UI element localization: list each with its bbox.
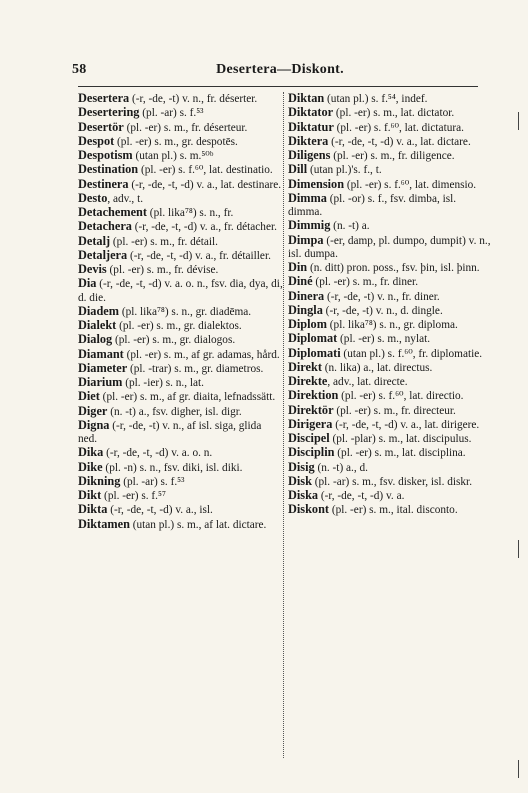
dictionary-entry (288, 446, 493, 460)
entry-headword: Din (288, 260, 308, 274)
dictionary-entry (78, 249, 283, 263)
entry-definition: (-r, -de, -t, -d) v. a. o. n. (103, 447, 213, 460)
dictionary-entry (288, 149, 493, 163)
entry-definition: (-r, -de, -t, -d) v. a. (318, 490, 405, 502)
dictionary-entry (78, 192, 283, 206)
entry-headword: Direktion (288, 388, 339, 403)
entry-definition: (n. -t) a., d. (314, 461, 368, 474)
dictionary-entry (288, 432, 493, 446)
entry-definition: (-r, -de, -t, -d) v. a., fr. détailler. (127, 249, 271, 262)
entry-definition: (n. -t) a., fsv. digher, isl. digr. (107, 405, 242, 418)
entry-headword: Diger (78, 403, 108, 418)
dictionary-entry (288, 475, 493, 489)
entry-headword: Dialekt (78, 318, 117, 332)
dictionary-entry (288, 503, 493, 517)
dictionary-entry (78, 305, 283, 319)
entry-definition: (utan pl.) s. f.⁶⁰, fr. diplomatie. (340, 347, 483, 360)
entry-headword: Direktör (288, 402, 334, 417)
dictionary-entry (288, 163, 493, 177)
entry-definition: (pl. -er) s. m., af gr. adamas, hård. (123, 348, 280, 361)
entry-definition: (pl. -er) s. f.⁶⁰, lat. destinatio. (138, 164, 273, 177)
dictionary-entry (78, 178, 283, 192)
entry-definition: (pl. -er) s. f.⁶⁰, lat. directio. (338, 390, 464, 403)
entry-headword: Dirigera (288, 416, 333, 431)
entry-definition: (-r, -de, -t, -d) v. a. o. n., fsv. dia, dya, di, d. die. (78, 278, 283, 304)
entry-definition: (-r, -de, -t, -d) v. a., isl. (107, 504, 213, 517)
dictionary-entry (288, 261, 493, 275)
entry-definition: (utan pl.) s. f.⁵⁴, indef. (324, 93, 428, 105)
entry-headword: Detachera (78, 219, 132, 234)
entry-definition: (pl. -er) s. m., gr. despotēs. (114, 135, 238, 148)
dictionary-entry (288, 332, 493, 346)
entry-headword: Dimension (288, 176, 345, 191)
entry-definition: (pl. -ar) s. f.⁵³ (139, 107, 204, 120)
entry-headword: Dikta (78, 502, 108, 517)
dictionary-entry (288, 461, 493, 475)
dictionary-entry (288, 121, 493, 135)
entry-headword: Discipel (288, 431, 330, 445)
entry-headword: Diné (288, 274, 313, 289)
margin-mark (518, 540, 519, 558)
entry-definition: (pl. -or) s. f., fsv. dimba, isl. dimma. (288, 192, 457, 218)
dictionary-entry (288, 178, 493, 192)
entry-headword: Dimmig (288, 218, 331, 233)
dictionary-entry (288, 318, 493, 332)
header-rule (78, 86, 478, 87)
dictionary-entry (78, 419, 283, 447)
entry-definition: (n. -t) a. (330, 220, 370, 233)
entry-headword: Direkt (288, 359, 322, 374)
entry-definition: (utan pl.) s. m., af lat. dictare. (129, 518, 267, 531)
entry-definition: (pl. -ier) s. n., lat. (122, 377, 204, 389)
dictionary-entry (288, 404, 493, 418)
dictionary-entry (288, 275, 493, 289)
entry-definition: (pl. -er) s. m., fr. dévise. (106, 264, 219, 276)
entry-headword: Diadem (78, 303, 119, 318)
dictionary-entry (78, 405, 283, 419)
entry-headword: Dika (78, 445, 104, 460)
entry-headword: Diligens (288, 148, 331, 162)
entry-headword: Diktamen (78, 516, 130, 531)
entry-definition: (pl. -er) s. f.⁶⁰, lat. dimensio. (344, 178, 477, 191)
entry-definition: (pl. -ar) s. f.⁵³ (120, 475, 185, 488)
dictionary-entry (78, 376, 283, 390)
entry-headword: Diktator (288, 105, 334, 120)
right-column (288, 92, 493, 518)
entry-definition: (pl. -er) s. m., nylat. (337, 333, 431, 346)
entry-definition: (n. lika) a., lat. directus. (321, 361, 433, 374)
entry-definition: (-r, -de, -t, -d) v. a., lat. dictare. (328, 135, 471, 148)
entry-headword: Dinera (288, 288, 325, 303)
dictionary-entry (78, 489, 283, 503)
entry-headword: Diska (288, 488, 319, 502)
entry-definition: (pl. -er) s. m., gr. dialogos. (112, 334, 236, 347)
dictionary-entry (78, 390, 283, 404)
entry-headword: Disig (288, 459, 315, 474)
margin-mark (518, 760, 519, 778)
entry-definition: (pl. -er) s. m., fr. directeur. (333, 404, 456, 417)
entry-definition: (-r, -de, -t, -d) v. a., fr. détacher. (131, 221, 277, 234)
dictionary-entry (288, 389, 493, 403)
dictionary-entry (288, 219, 493, 233)
dictionary-entry (78, 206, 283, 220)
entry-definition: (n. ditt) pron. poss., fsv. þin, isl. þinn. (307, 262, 480, 274)
dictionary-entry (78, 348, 283, 362)
dictionary-entry (288, 192, 493, 220)
dictionary-entry (288, 106, 493, 120)
dictionary-entry (288, 92, 493, 106)
entry-headword: Diplom (288, 317, 327, 331)
dictionary-entry (78, 121, 283, 135)
dictionary-entry (78, 518, 283, 532)
entry-definition: (utan pl.)'s. f., t. (307, 164, 382, 177)
entry-headword: Devis (78, 262, 107, 276)
entry-headword: Diktan (288, 91, 325, 105)
entry-definition: (pl. -er) s. m., fr. déserteur. (123, 121, 248, 134)
entry-headword: Disciplin (288, 445, 335, 460)
dictionary-entry (78, 319, 283, 333)
left-column (78, 92, 283, 532)
dictionary-entry (288, 347, 493, 361)
dictionary-entry (78, 475, 283, 489)
dictionary-entry (78, 277, 283, 305)
entry-definition: (pl. -er) s. m., ital. disconto. (329, 504, 458, 517)
dictionary-entry (78, 235, 283, 249)
entry-definition: (pl. -ar) s. m., fsv. disker, isl. diskr. (311, 475, 473, 488)
entry-headword: Detachement (78, 205, 147, 219)
page-number: 58 (72, 62, 87, 77)
entry-headword: Diskont (288, 502, 330, 517)
entry-headword: Desto (78, 190, 108, 205)
dictionary-entry (78, 149, 283, 163)
dictionary-entry (78, 220, 283, 234)
entry-headword: Dia (78, 276, 97, 291)
dictionary-entry (288, 489, 493, 503)
entry-headword: Diameter (78, 360, 128, 375)
entry-definition: (pl. -plar) s. m., lat. discipulus. (329, 433, 472, 445)
dictionary-entry (78, 333, 283, 347)
entry-definition: (-r, -de, -t) v. n., fr. diner. (324, 290, 440, 303)
dictionary-entry (288, 361, 493, 375)
dictionary-entry (288, 418, 493, 432)
entry-headword: Desertör (78, 119, 124, 134)
entry-definition: (pl. -n) s. n., fsv. diki, isl. diki. (102, 461, 243, 474)
entry-definition: (pl. -er) s. m., lat. disciplina. (334, 447, 466, 460)
page-header (72, 62, 488, 78)
entry-headword: Detaljera (78, 247, 128, 262)
entry-definition: , adv., t. (107, 192, 144, 205)
entry-headword: Diplomati (288, 345, 341, 360)
entry-headword: Despot (78, 133, 115, 148)
entry-headword: Desertering (78, 105, 140, 120)
entry-definition: (pl. -er) s. m., lat. dictator. (333, 107, 455, 120)
entry-definition: (-r, -de, -t, -d) v. a., lat. destinare. (128, 178, 282, 191)
entry-headword: Direkte (288, 374, 328, 388)
entry-headword: Diet (78, 389, 100, 404)
entry-headword: Dikning (78, 473, 121, 488)
dictionary-entry (288, 290, 493, 304)
entry-definition: (pl. lika⁷⁸) s. n., gr. diadēma. (119, 305, 252, 318)
entry-headword: Diplomat (288, 331, 338, 346)
dictionary-entry (78, 163, 283, 177)
dictionary-entry (78, 106, 283, 120)
entry-definition: (pl. -er) s. f.⁶⁰, lat. dictatura. (333, 121, 464, 134)
dictionary-entry (78, 446, 283, 460)
entry-headword: Desertera (78, 91, 130, 105)
entry-definition: , adv., lat. directe. (327, 376, 408, 388)
margin-mark (518, 112, 519, 130)
entry-headword: Dimpa (288, 232, 324, 247)
column-divider (283, 92, 284, 758)
entry-definition: (pl. -er) s. m., gr. dialektos. (116, 320, 242, 332)
entry-definition: (utan pl.) s. m.⁵⁰ᵇ (132, 150, 214, 162)
entry-definition: (pl. -er) s. m., fr. détail. (110, 235, 219, 248)
entry-headword: Diamant (78, 346, 124, 361)
entry-headword: Diktera (288, 133, 329, 148)
entry-definition: (pl. lika⁷⁸) s. n., gr. diploma. (326, 319, 458, 331)
entry-headword: Detalj (78, 233, 111, 248)
entry-headword: Despotism (78, 148, 133, 162)
entry-definition: (-er, damp, pl. dumpo, dumpit) v. n., isl. dumpa. (288, 234, 491, 260)
dictionary-entry (288, 234, 493, 262)
dictionary-entry (78, 503, 283, 517)
entry-definition: (pl. -er) s. m., fr. diligence. (330, 150, 455, 162)
entry-headword: Diktatur (288, 119, 334, 134)
dictionary-entry (288, 304, 493, 318)
dictionary-entry (78, 135, 283, 149)
entry-headword: Destinera (78, 176, 129, 191)
entry-definition: (-r, -de, -t) v. n., d. dingle. (322, 304, 443, 317)
entry-definition: (pl. lika⁷⁸) s. n., fr. (146, 207, 234, 219)
entry-headword: Digna (78, 417, 110, 432)
entry-headword: Disk (288, 473, 312, 488)
entry-definition: (pl. -er) s. m., af gr. diaita, lefnadssätt. (99, 391, 276, 404)
entry-headword: Dialog (78, 332, 113, 347)
entry-headword: Destination (78, 162, 139, 177)
dictionary-entry (78, 92, 283, 106)
entry-headword: Dimma (288, 190, 327, 205)
dictionary-entry (78, 263, 283, 277)
dictionary-entry (288, 375, 493, 389)
running-head: Desertera—Diskont. (216, 62, 344, 77)
dictionary-entry (288, 135, 493, 149)
entry-definition: (-r, -de, -t) v. n., fr. déserter. (129, 93, 258, 105)
entry-headword: Dingla (288, 302, 323, 317)
entry-definition: (pl. -trar) s. m., gr. diametros. (127, 362, 264, 375)
entry-headword: Diarium (78, 375, 123, 389)
entry-headword: Dikt (78, 488, 102, 502)
entry-definition: (-r, -de, -t, -d) v. a., lat. dirigere. (332, 418, 480, 431)
dictionary-entry (78, 362, 283, 376)
entry-definition: (pl. -er) s. f.⁵⁷ (101, 490, 166, 502)
entry-headword: Dill (288, 162, 308, 177)
entry-definition: (pl. -er) s. m., fr. diner. (312, 276, 419, 289)
entry-headword: Dike (78, 459, 103, 474)
dictionary-entry (78, 461, 283, 475)
entry-definition: (-r, -de, -t) v. n., af isl. siga, glida ned. (78, 419, 262, 445)
